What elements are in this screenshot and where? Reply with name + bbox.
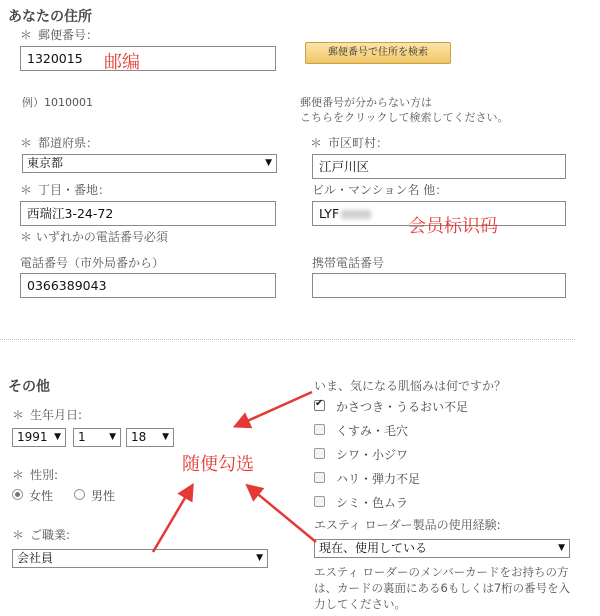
postal-search-button[interactable]: 郵便番号で住所を検索 xyxy=(305,42,451,64)
chevron-down-icon: ▼ xyxy=(558,543,565,553)
building-label: ビル・マンション名 他： xyxy=(312,183,448,197)
prefecture-label: ＊ 都道府県： xyxy=(20,136,99,150)
gender-option-male[interactable]: 男性 xyxy=(91,489,116,503)
skin-option-label[interactable]: ハリ・弾力不足 xyxy=(336,472,421,486)
postal-example: 例）1010001 xyxy=(22,96,93,109)
usage-select[interactable]: 現在、使用している ▼ xyxy=(314,539,570,558)
postal-label: ＊ 郵便番号： xyxy=(20,28,99,42)
chevron-down-icon: ▼ xyxy=(256,553,263,563)
prefecture-select[interactable]: 東京都 ▼ xyxy=(22,154,277,173)
postal-annotation: 邮编 xyxy=(104,52,140,73)
arrow-to-usage xyxy=(248,486,316,542)
mobile-label: 携帯電話番号 xyxy=(312,256,385,270)
skin-question: いま、気になる肌悩みは何ですか？ xyxy=(314,379,507,393)
skin-option-label[interactable]: シミ・色ムラ xyxy=(336,496,409,510)
skin-option-label[interactable]: かさつき・うるおい不足 xyxy=(336,400,469,414)
building-input[interactable]: LYF xyxy=(312,201,566,226)
address-heading: あなたの住所 xyxy=(8,9,92,25)
gender-label: ＊ 性別: xyxy=(12,468,59,482)
arrow-to-skin-question xyxy=(236,392,312,426)
required-mark: ＊ xyxy=(12,408,25,422)
birth-month-select[interactable]: 1 ▼ xyxy=(73,428,121,447)
city-input[interactable]: 江戸川区 xyxy=(312,154,566,179)
chevron-down-icon: ▼ xyxy=(265,158,272,168)
required-mark: ＊ xyxy=(12,528,25,542)
chevron-down-icon: ▼ xyxy=(162,432,169,442)
checkbox-annotation: 随便勾选 xyxy=(182,454,254,475)
usage-label: エスティ ローダー製品の使用経験: xyxy=(314,518,501,532)
arrow-to-gender xyxy=(153,486,192,552)
job-label: ＊ ご職業: xyxy=(12,528,71,542)
postal-code-input[interactable]: 1320015 xyxy=(20,46,276,71)
postal-help-line1: 郵便番号が分からない方は xyxy=(300,96,432,109)
street-label: ＊ 丁目・番地： xyxy=(20,183,111,197)
skin-option-label[interactable]: シワ・小ジワ xyxy=(336,448,409,462)
gender-option-female[interactable]: 女性 xyxy=(29,489,54,503)
required-mark: ＊ xyxy=(20,136,33,150)
required-mark: ＊ xyxy=(20,183,33,197)
street-input[interactable]: 西瑞江3-24-72 xyxy=(20,201,276,226)
required-mark: ＊ xyxy=(12,468,25,482)
city-label: ＊ 市区町村： xyxy=(310,136,389,150)
skin-option-label[interactable]: くすみ・毛穴 xyxy=(336,424,409,438)
member-note: エスティ ローダーのメンバーカードをお持ちの方 は、カードの裏面にある6もしくは7桁の番号を入 力してください。 xyxy=(314,565,571,611)
phone-input[interactable]: 0366389043 xyxy=(20,273,276,298)
chevron-down-icon: ▼ xyxy=(109,432,116,442)
chevron-down-icon: ▼ xyxy=(54,432,61,442)
building-annotation: 会员标识码 xyxy=(408,216,498,237)
birth-year-select[interactable]: 1991 ▼ xyxy=(12,428,66,447)
other-heading: その他 xyxy=(8,379,50,395)
required-mark: ＊ xyxy=(20,28,33,42)
birth-day-select[interactable]: 18 ▼ xyxy=(126,428,174,447)
postal-help-line2[interactable]: こちらをクリックして検索してください。 xyxy=(300,111,509,124)
required-mark: ＊ xyxy=(310,136,323,150)
job-select[interactable]: 会社員 ▼ xyxy=(12,549,268,568)
phone-label: 電話番号（市外局番から） xyxy=(20,256,165,270)
phone-required-note: ＊ いずれかの電話番号必須 xyxy=(20,230,168,244)
birthday-label: ＊ 生年月日: xyxy=(12,408,83,422)
